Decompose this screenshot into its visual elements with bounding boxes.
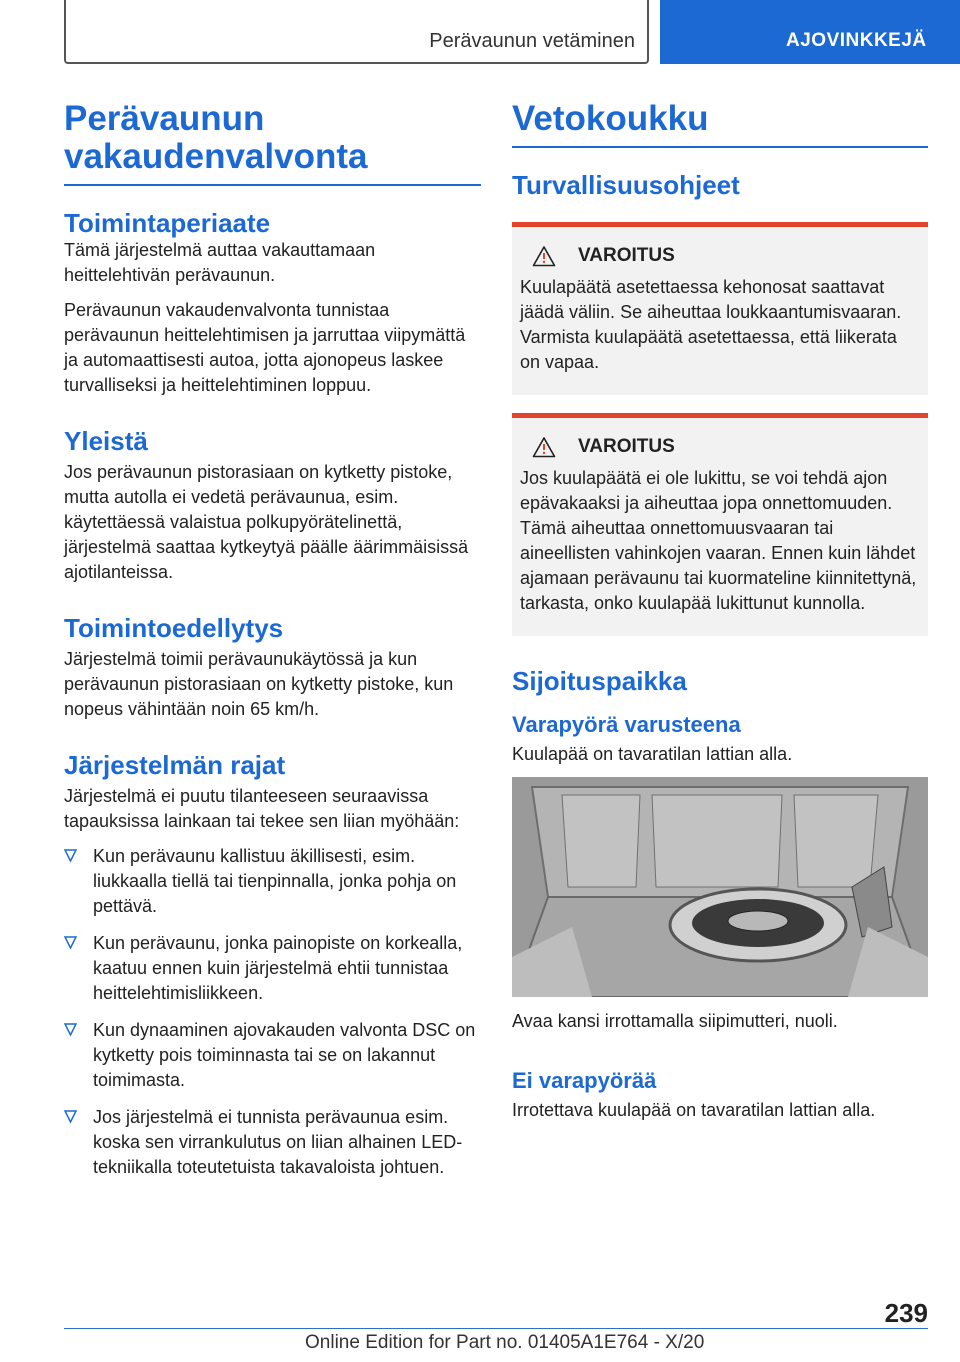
header-section-title: Perävaunun vetäminen	[429, 30, 635, 52]
trunk-photo	[512, 777, 928, 997]
triangle-bullet-icon	[64, 936, 77, 950]
limits-list	[64, 844, 481, 1180]
paragraph: Irrotettava kuulapää on tavaratilan lattian alla.	[512, 1100, 876, 1120]
footer-divider	[64, 1328, 928, 1329]
section-heading-principle: Toimintaperiaate	[64, 208, 271, 238]
list-item-text: Kun perävaunu, jonka painopiste on korkealla, kaatuu ennen kuin järjestelmä ehtii tunnistaa heittelehtimisliikkeen.	[93, 933, 463, 1003]
list-item	[64, 931, 481, 1006]
warning-title: VAROITUS	[578, 436, 675, 457]
list-item-text: Kun perävaunu kallistuu äkillisesti, esim. liukkaalla tiellä tai tienpinnalla, jonka pohja on pettävä.	[93, 846, 457, 916]
paragraph: Tämä järjestelmä auttaa vakauttamaan heittelehtivän perävaunun.	[64, 240, 376, 285]
header-section-box	[64, 0, 649, 64]
triangle-bullet-icon	[64, 849, 77, 863]
footer-edition: Online Edition for Part no. 01405A1E764 - X/20	[305, 1332, 705, 1353]
warning-box	[512, 222, 928, 395]
warning-title: VAROITUS	[578, 245, 675, 266]
triangle-bullet-icon	[64, 1023, 77, 1037]
right-column	[512, 100, 928, 1133]
list-item	[64, 844, 481, 919]
subheading-no-spare: Ei varapyörää	[512, 1068, 657, 1093]
warning-text: Kuulapäätä asetettaessa kehonosat saattavat jäädä väliin. Se aiheuttaa loukkaantumisvaaran. Varmista kuulapäätä asetettaessa, että liikerata on vapaa.	[520, 277, 902, 372]
trunk-illustration	[512, 777, 928, 997]
page-title-right: Vetokoukku	[512, 100, 928, 148]
paragraph: Järjestelmä ei puutu tilanteeseen seuraavissa tapauksissa lainkaan tai tekee sen liian myöhään:	[64, 786, 460, 831]
list-item	[64, 1105, 481, 1180]
list-item-text: Jos järjestelmä ei tunnista perävaunua esim. koska sen virrankulutus on liian alhainen LED-tekniikalla toteutetuista takavaloista johtuen.	[93, 1107, 463, 1177]
section-heading-requirement: Toimintoedellytys	[64, 613, 284, 643]
paragraph: Kuulapää on tavaratilan lattian alla.	[512, 744, 793, 764]
section-heading-general: Yleistä	[64, 426, 148, 456]
paragraph: Järjestelmä toimii perävaunukäytössä ja kun perävaunun pistorasiaan on kytketty pistoke, kun nopeus vähintään noin 65 km/h.	[64, 649, 454, 719]
left-column	[64, 100, 481, 1192]
warning-triangle-icon	[532, 245, 556, 267]
header-chapter-tab: AJOVINKKEJÄ	[660, 0, 960, 64]
image-caption: Avaa kansi irrottamalla siipimutteri, nuoli.	[512, 1011, 838, 1031]
warning-text: Jos kuulapäätä ei ole lukittu, se voi tehdä ajon epävakaaksi ja aiheuttaa jopa onnettomuuden. Tämä aiheuttaa onnettomuusvaaran tai aineellisten vahinkojen vaaran. Ennen kuin lähdet ajamaan perävaunu tai kuormateline kiinnitettynä, tarkasta, onko kuulapää lukittunut kunnolla.	[520, 468, 917, 613]
subheading-spare-wheel: Varapyörä varusteena	[512, 712, 741, 737]
page-number: 239	[884, 1298, 928, 1328]
section-heading-location: Sijoituspaikka	[512, 666, 687, 696]
section-heading-safety: Turvallisuusohjeet	[512, 170, 740, 200]
paragraph: Jos perävaunun pistorasiaan on kytketty pistoke, mutta autolla ei vedetä perävaunua, esim. käytettäessä valaistua polkupyörätelinettä, järjestelmä saattaa kytkeytyä päälle äärimmäisissä ajotilanteissa.	[64, 462, 469, 582]
warning-header	[532, 245, 920, 267]
list-item	[64, 1018, 481, 1093]
paragraph: Perävaunun vakaudenvalvonta tunnistaa perävaunun heittelehtimisen ja jarruttaa viipymättä ja automaattisesti autoa, jotta ajonopeus laskee turvalliseksi ja heittelehtiminen loppuu.	[64, 300, 466, 395]
section-heading-limits: Järjestelmän rajat	[64, 750, 286, 780]
triangle-bullet-icon	[64, 1110, 77, 1124]
warning-box	[512, 413, 928, 636]
list-item-text: Kun dynaaminen ajovakauden valvonta DSC on kytketty pois toiminnasta tai se on lakannut toimimasta.	[93, 1020, 476, 1090]
warning-header	[532, 436, 920, 458]
page-title-left: Perävaunun vakaudenvalvonta	[64, 100, 481, 186]
warning-triangle-icon	[532, 436, 556, 458]
